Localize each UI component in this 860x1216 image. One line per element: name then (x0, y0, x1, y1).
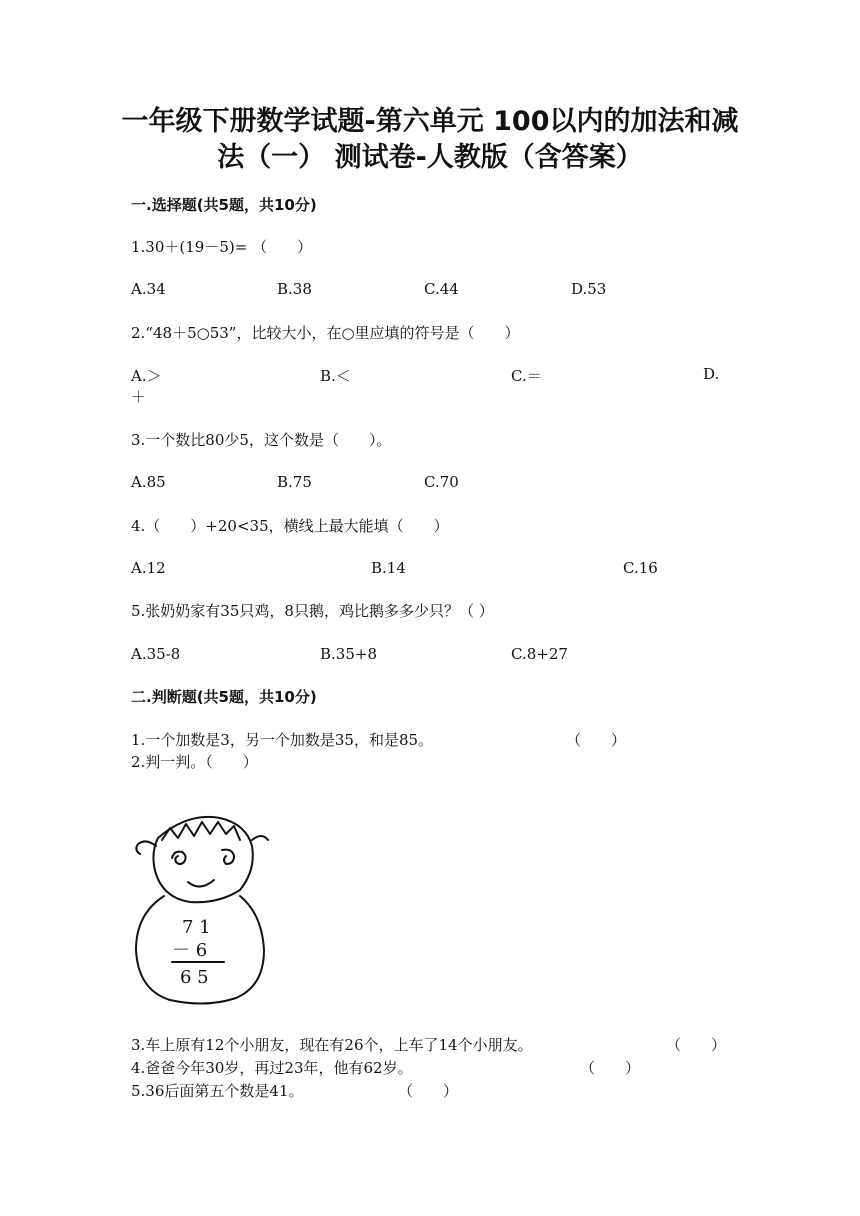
figure-subtrahend: － 6 (172, 940, 208, 961)
section-heading-judgement: 二.判断题(共5题，共10分) (131, 688, 317, 706)
figure-minuend: 7 1 (182, 917, 211, 938)
q2-option-a: A.＞ (131, 367, 162, 385)
q2-option-b: B.＜ (320, 367, 351, 385)
question-4: 4.（ ）+20<35，横线上最大能填（ ） (131, 517, 449, 535)
judge-item-5: 5.36后面第五个数是41。 (131, 1082, 304, 1100)
page-title-line2: 法（一） 测试卷-人教版（含答案） (217, 142, 643, 173)
question-1: 1.30＋(19－5)= （ ） (131, 238, 313, 256)
judge-item-1-answer-paren: （ ） (566, 731, 627, 749)
judge-item-1: 1.一个加数是3，另一个加数是35，和是85。 (131, 731, 434, 749)
question-5: 5.张奶奶家有35只鸡，8只鹅，鸡比鹅多多少只？（ ） (131, 602, 494, 620)
q3-option-a: A.85 (131, 473, 166, 491)
judge-item-2: 2.判一判。（ ） (131, 753, 258, 771)
q1-option-a: A.34 (131, 280, 166, 298)
q2-option-d-value: ＋ (131, 388, 147, 406)
judge-item-4: 4.爸爸今年30岁，再过23年，他有62岁。 (131, 1059, 413, 1077)
q4-option-c: C.16 (623, 559, 658, 577)
page-title-line1: 一年级下册数学试题-第六单元 100以内的加法和减 (121, 106, 739, 137)
question-2: 2.“48＋5○53”，比较大小，在○里应填的符号是（ ） (131, 324, 520, 342)
judge-item-3: 3.车上原有12个小朋友，现在有26个，上车了14个小朋友。 (131, 1036, 533, 1054)
q3-option-b: B.75 (277, 473, 312, 491)
section-heading-choice: 一.选择题(共5题，共10分) (131, 196, 317, 214)
doll-subtraction-figure (128, 810, 278, 1010)
q1-option-b: B.38 (277, 280, 312, 298)
q5-option-b: B.35+8 (320, 645, 377, 663)
judge-item-3-answer-paren: （ ） (666, 1036, 727, 1054)
judge-item-4-answer-paren: （ ） (580, 1059, 641, 1077)
q1-option-d: D.53 (571, 280, 607, 298)
q4-option-a: A.12 (131, 559, 166, 577)
judge-item-5-answer-paren: （ ） (398, 1082, 459, 1100)
figure-result: 6 5 (180, 967, 209, 988)
question-3: 3.一个数比80少5，这个数是（ ）。 (131, 431, 392, 449)
q1-option-c: C.44 (424, 280, 459, 298)
q2-option-c: C.＝ (511, 367, 542, 385)
q2-option-d: D. (703, 365, 720, 383)
q5-option-c: C.8+27 (511, 645, 568, 663)
q3-option-c: C.70 (424, 473, 459, 491)
q4-option-b: B.14 (371, 559, 406, 577)
q5-option-a: A.35-8 (131, 645, 181, 663)
